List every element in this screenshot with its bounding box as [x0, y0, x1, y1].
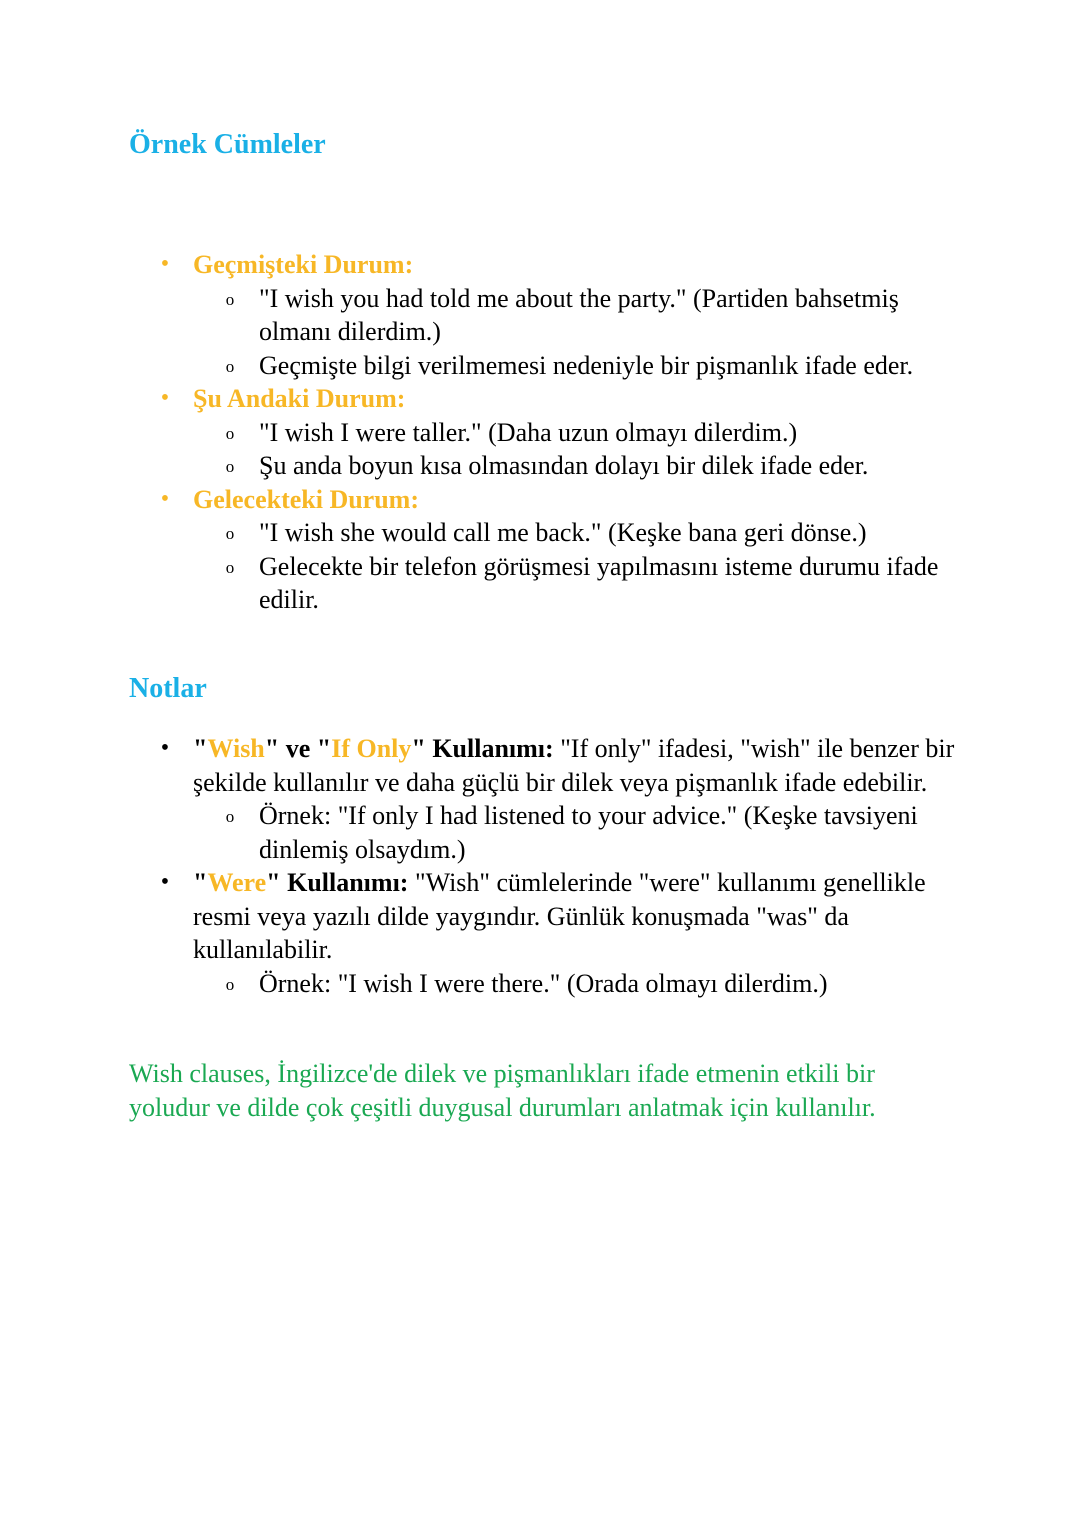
note-text: "If only" ifadesi, "wish" ile benzer bir şekilde kullanılır ve daha güçlü bir dilek veya pişmanlık ifade edebilir. [193, 734, 955, 797]
sub-item-text: Örnek: "I wish I were there." (Orada olmayı dilerdim.) [259, 968, 828, 998]
hollow-circle-icon: o [225, 423, 235, 443]
sub-item-text: Gelecekte bir telefon görüşmesi yapılmasını isteme durumu ifade edilir. [259, 551, 939, 614]
sub-item [129, 799, 959, 866]
note-keyword: Wish [207, 734, 265, 763]
sub-item [129, 449, 959, 483]
sub-item-text: Geçmişte bilgi verilmemesi nedeniyle bir pişmanlık ifade eder. [259, 350, 914, 380]
notes-list [129, 732, 959, 1000]
note-quote: " ve " [264, 734, 332, 763]
note-quote: " [193, 734, 208, 763]
list-item-gelecekteki-durum [129, 483, 959, 617]
list-item-title: Geçmişteki Durum: [193, 250, 414, 279]
filled-dot-icon: • [160, 385, 170, 411]
note-item-were [129, 866, 959, 1000]
hollow-circle-icon: o [225, 557, 235, 577]
hollow-circle-icon: o [225, 807, 235, 826]
hollow-circle-icon: o [225, 289, 235, 309]
sub-item [129, 516, 959, 550]
section-heading-notlar: Notlar [129, 673, 207, 704]
sub-item-text: Örnek: "If only I had listened to your advice." (Keşke tavsiyeni dinlemiş olsaydım.) [259, 801, 918, 864]
filled-dot-icon: • [160, 485, 170, 512]
closing-paragraph: Wish clauses, İngilizce'de dilek ve pişmanlıkları ifade etmenin etkili bir yoludur ve dilde çok çeşitli duygusal durumları anlatmak için kullanılır. [129, 1059, 876, 1122]
hollow-circle-icon: o [225, 356, 235, 376]
note-item-wish-if-only [129, 732, 959, 866]
note-label: " Kullanımı: [266, 868, 409, 897]
note-keyword: Were [207, 868, 267, 897]
note-text: "Wish" cümlelerinde "were" kullanımı genellikle resmi veya yazılı dilde yaygındır. Günlük konuşmada "was" da kullanılabilir. [193, 868, 926, 964]
filled-dot-icon: • [160, 869, 170, 895]
sub-item [129, 550, 959, 617]
note-keyword: If Only [331, 734, 412, 763]
sub-item-text: "I wish she would call me back." (Keşke bana geri dönse.) [259, 518, 867, 547]
note-label: " Kullanımı: [411, 734, 554, 763]
example-sentences-list [129, 248, 959, 617]
filled-dot-icon: • [160, 251, 170, 277]
note-quote: " [193, 868, 208, 897]
hollow-circle-icon: o [225, 457, 235, 476]
sub-item-text: "I wish you had told me about the party." (Partiden bahsetmiş olmanı dilerdim.) [259, 283, 899, 346]
hollow-circle-icon: o [225, 524, 235, 543]
sub-item [129, 349, 959, 383]
list-item-gecmisteki-durum [129, 248, 959, 382]
sub-item [129, 416, 959, 450]
sub-item [129, 967, 959, 1001]
list-item-su-andaki-durum [129, 382, 959, 483]
hollow-circle-icon: o [225, 974, 235, 994]
list-item-title: Gelecekteki Durum: [193, 484, 420, 514]
section-heading-ornek-cumleler: Örnek Cümleler [129, 129, 326, 160]
sub-item [129, 282, 959, 349]
filled-dot-icon: • [160, 735, 170, 761]
sub-item-text: Şu anda boyun kısa olmasından dolayı bir dilek ifade eder. [259, 451, 869, 480]
sub-item-text: "I wish I were taller." (Daha uzun olmayı dilerdim.) [259, 417, 798, 447]
list-item-title: Şu Andaki Durum: [193, 384, 406, 413]
